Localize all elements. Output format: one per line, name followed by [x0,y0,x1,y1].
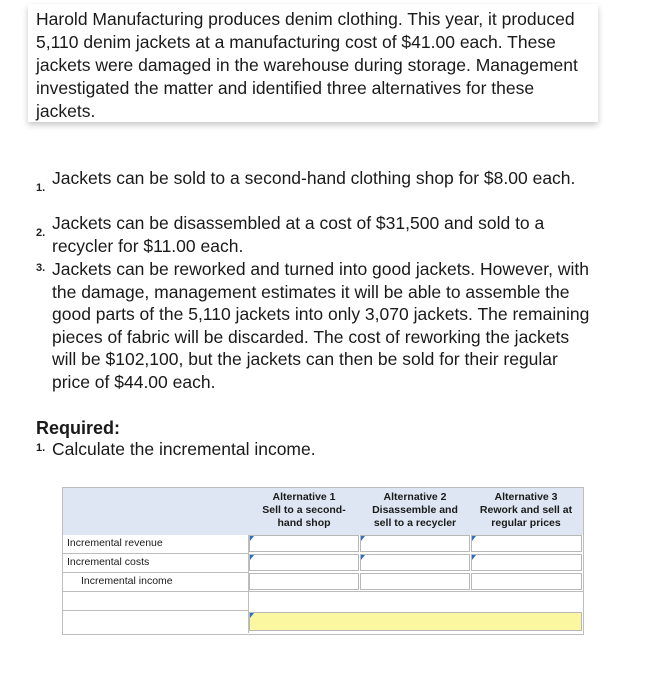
row-label-incremental-costs: Incremental costs [67,556,150,568]
column-1-desc-line1: Sell to a second- [262,504,346,516]
row-divider [63,610,248,611]
incremental-income-table [62,487,584,635]
alternative-2-text: Jackets can be disassembled at a cost of $31,500 and sold to a recycler for $11.00 each. [52,213,545,256]
column-header-alternative-2 [360,491,470,530]
alternative-1-text: Jackets can be sold to a second-hand clothing shop for $8.00 each. [52,168,576,188]
row-label-incremental-income: Incremental income [81,575,173,587]
income-alt3-cell [471,573,582,590]
alternative-1-number: 1. [36,182,46,194]
preferred-alternative-input[interactable] [249,612,582,631]
alternative-3-text: Jackets can be reworked and turned into good jackets. However, with the damage, management estimates it will be able to assemble the good parts of the 5,110 jackets into only 3,070 jackets. The remaining pieces of fabric will be discarded. The cost of reworking the jackets will be $102,100, but the jackets can then be sold for their regular price of $44.00 each. [52,259,590,392]
column-2-title: Alternative 2 [383,491,447,503]
revenue-alt3-input[interactable] [471,535,582,552]
column-2-desc-line2: sell to a recycler [373,517,457,529]
alternative-3-number: 3. [36,262,46,274]
revenue-alt2-input[interactable] [360,535,470,552]
row-divider [63,553,248,554]
column-header-alternative-1 [249,491,359,530]
required-item-text: Calculate the incremental income. [52,439,316,459]
alternative-2-number: 2. [36,227,46,239]
table-header [63,488,583,535]
row-label-incremental-revenue: Incremental revenue [67,537,163,549]
row-divider [63,572,248,573]
column-3-title: Alternative 3 [494,491,558,503]
costs-alt3-input[interactable] [471,554,582,571]
costs-alt1-input[interactable] [249,554,359,571]
intro-card [28,4,598,122]
column-1-desc-line2: hand shop [277,517,331,529]
costs-alt2-input[interactable] [360,554,470,571]
income-alt1-cell [249,573,359,590]
column-3-desc-line2: regular prices [491,517,561,529]
column-3-desc-line1: Rework and sell at [479,504,573,516]
income-alt2-cell [360,573,470,590]
row-divider [63,591,583,592]
required-item-number: 1. [36,442,46,454]
column-2-desc-line1: Disassemble and [372,504,458,516]
column-1-title: Alternative 1 [272,491,336,503]
intro-paragraph: Harold Manufacturing produces denim clothing. This year, it produced 5,110 denim jackets at a manufacturing cost of $41.00 each. These jackets were damaged in the warehouse during storage. Management investigated the matter and identified three alternatives for these jackets. [36,9,578,121]
required-heading: Required: [36,418,121,438]
revenue-alt1-input[interactable] [249,535,359,552]
column-header-alternative-3 [471,491,581,530]
